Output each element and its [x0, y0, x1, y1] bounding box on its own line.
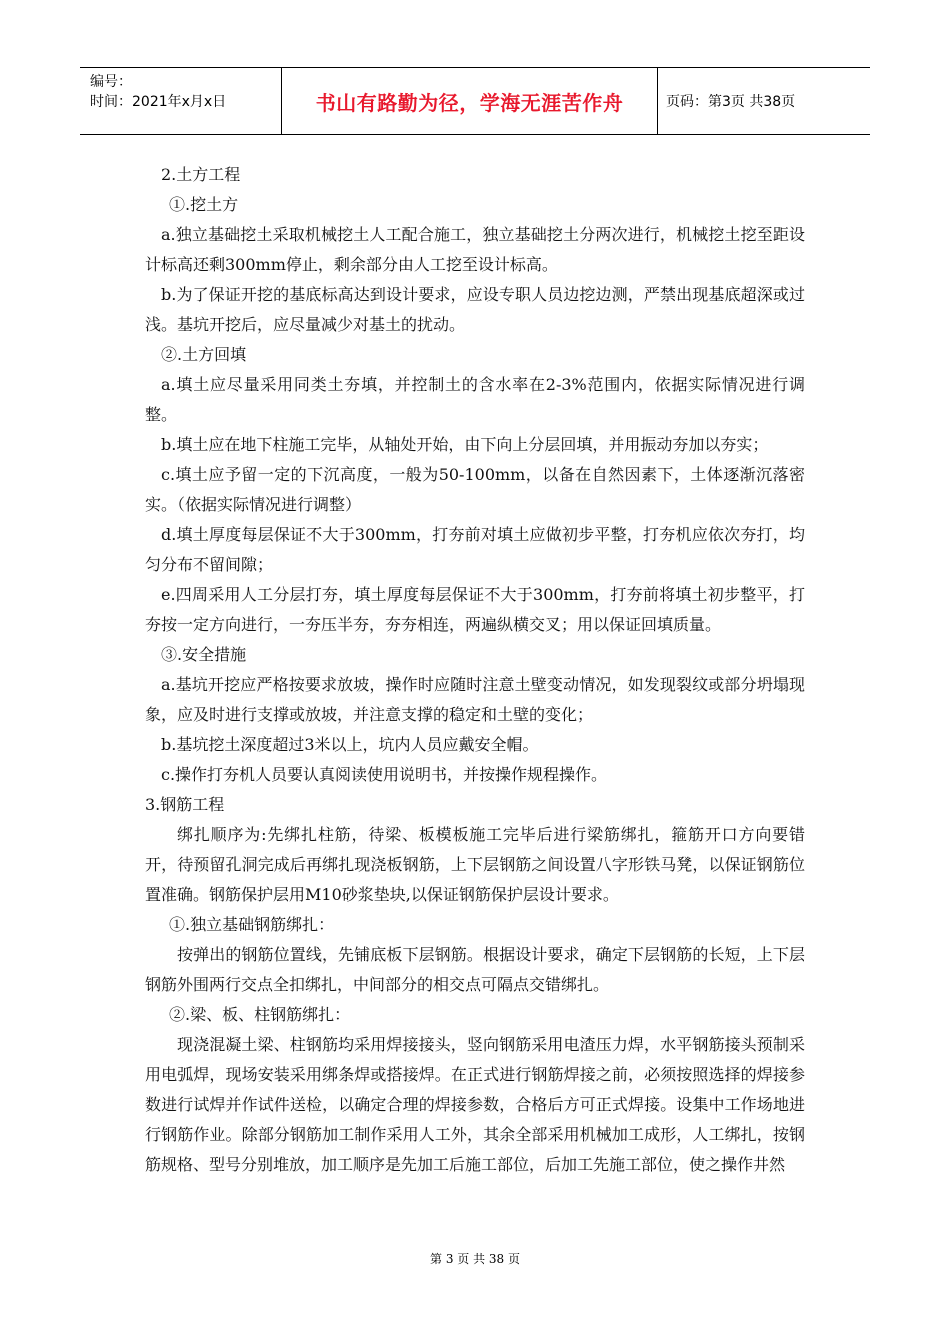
paragraph: d.填土厚度每层保证不大于300mm，打夯前对填土应做初步平整，打夯机应依次夯打，均匀分布不留间隙；	[145, 525, 805, 574]
paragraph: b.填土应在地下柱施工完毕，从轴处开始，由下向上分层回填，并用振动夯加以夯实；	[161, 435, 769, 454]
header-motto: 书山有路勤为径，学海无涯苦作舟	[282, 68, 658, 134]
header-left-cell	[80, 68, 282, 134]
page-footer: 第 3 页 共 38 页	[430, 1252, 520, 1266]
paragraph: 3.钢筋工程	[145, 795, 225, 814]
header-table	[80, 67, 870, 135]
paragraph: 现浇混凝土梁、柱钢筋均采用焊接接头，竖向钢筋采用电渣压力焊，水平钢筋接头预制采用电弧焊，现场安装采用绑条焊或搭接焊。在正式进行钢筋焊接之前，必须按照选择的焊接参数进行试焊并作试件送检，以确定合理的焊接参数，合格后方可正式焊接。设集中工作场地进行钢筋作业。除部分钢筋加工制作采用人工外，其余全部采用机械加工成形，人工绑扎，按钢筋规格、型号分别堆放，加工顺序是先加工后施工部位，后加工先施工部位，使之操作井然	[145, 1035, 805, 1174]
paragraph: ②.梁、板、柱钢筋绑扎：	[169, 1005, 351, 1024]
document-number-label: 编号：	[90, 74, 132, 90]
paragraph: ①.挖土方	[169, 195, 239, 214]
paragraph: a.填土应尽量采用同类土夯填，并控制土的含水率在2-3%范围内，依据实际情况进行调整。	[145, 375, 805, 424]
paragraph: ③.安全措施	[161, 645, 247, 664]
paragraph: 2.土方工程	[161, 165, 241, 184]
paragraph: 绑扎顺序为:先绑扎柱筋，待梁、板模板施工完毕后进行梁筋绑扎，箍筋开口方向要错开，待预留孔洞完成后再绑扎现浇板钢筋，上下层钢筋之间设置八字形铁马凳，以保证钢筋位置准确。钢筋保护层用M10砂浆垫块,以保证钢筋保护层设计要求。	[145, 825, 805, 904]
document-body	[145, 160, 805, 1180]
header-page-info: 页码：第3页 共38页	[666, 94, 796, 110]
paragraph: c.操作打夯机人员要认真阅读使用说明书，并按操作规程操作。	[161, 765, 608, 784]
paragraph: e.四周采用人工分层打夯，填土厚度每层保证不大于300mm，打夯前将填土初步整平，打夯按一定方向进行，一夯压半夯，夯夯相连，两遍纵横交叉；用以保证回填质量。	[145, 585, 805, 634]
paragraph: ①.独立基础钢筋绑扎：	[169, 915, 335, 934]
paragraph: a.基坑开挖应严格按要求放坡，操作时应随时注意土壁变动情况，如发现裂纹或部分坍塌现象，应及时进行支撑或放坡，并注意支撑的稳定和土壁的变化；	[145, 675, 805, 724]
paragraph: c.填土应予留一定的下沉高度，一般为50-100mm，以备在自然因素下，土体逐渐沉落密实。（依据实际情况进行调整）	[145, 465, 805, 514]
paragraph: b.基坑挖土深度超过3米以上，坑内人员应戴安全帽。	[161, 735, 539, 754]
paragraph: ②.土方回填	[161, 345, 247, 364]
paragraph: a.独立基础挖土采取机械挖土人工配合施工，独立基础挖土分两次进行，机械挖土挖至距设计标高还剩300mm停止，剩余部分由人工挖至设计标高。	[145, 225, 805, 274]
paragraph: b.为了保证开挖的基底标高达到设计要求，应设专职人员边挖边测，严禁出现基底超深或过浅。基坑开挖后，应尽量减少对基土的扰动。	[145, 285, 805, 334]
paragraph: 按弹出的钢筋位置线，先铺底板下层钢筋。根据设计要求，确定下层钢筋的长短，上下层钢筋外围两行交点全扣绑扎，中间部分的相交点可隔点交错绑扎。	[145, 945, 805, 994]
document-date-label: 时间：2021年x月x日	[90, 94, 227, 110]
